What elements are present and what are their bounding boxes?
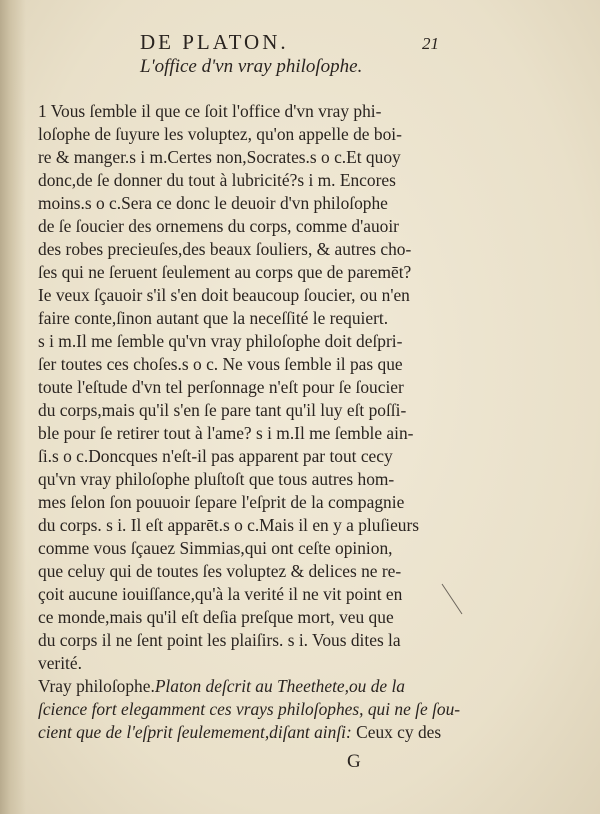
text-line: Ie veux ſçauoir s'il s'en doit beaucoup ſoucier, ou n'en [38,285,410,305]
text-line: mes ſelon ſon pouuoir ſepare l'eſprit de la compagnie [38,492,405,512]
signature-mark: G [347,751,361,772]
text-line: ce monde,mais qu'il eſt deſia preſque mort, veu que [38,607,394,627]
text-line: verité. [38,653,82,673]
closing-roman: Vray philoſophe. [38,676,155,696]
text-line: ble pour ſe retirer tout à l'ame? s i m.Il me ſemble ain- [38,423,414,443]
margin-pencil-mark [440,582,464,616]
text-line: du corps,mais qu'il s'en ſe pare tant qu'il luy eſt poſſi- [38,400,407,420]
page-number: 21 [422,34,439,53]
text-line: toute l'eſtude d'vn tel perſonnage n'eſt pour ſe ſoucier [38,377,404,397]
section-title: L'office d'vn vray philoſophe. [140,56,363,77]
closing-line [38,675,430,698]
text-line: ſi.s o c.Doncques n'eſt-il pas apparent par tout cecy [38,446,393,466]
text-line: comme vous ſçauez Simmias,qui ont ceſte opinion, [38,538,393,558]
text-line: moins.s o c.Sera ce donc le deuoir d'vn philoſophe [38,193,388,213]
text-line: du corps il ne ſent point les plaiſirs. s i. Vous dites la [38,630,401,650]
text-line: re & manger.s i m.Certes non,Socrates.s o c.Et quoy [38,147,401,167]
text-line: des robes precieuſes,des beaux ſouliers, & autres cho- [38,239,412,259]
running-head: DE PLATON. [140,30,289,54]
text-line: que celuy qui de toutes ſes voluptez & delices ne re- [38,561,402,581]
text-line: faire conte,ſinon autant que la neceſſité le requiert. [38,308,389,328]
text-line: donc,de ſe donner du tout à lubricité?s i m. Encores [38,170,396,190]
closing-line: ſcience fort elegamment ces vrays philoſophes, qui ne ſe ſou- [38,699,461,719]
text-line: ſes qui ne ſeruent ſeulement au corps que de paremēt? [38,262,412,282]
closing-roman: Ceux cy des [351,722,442,742]
text-line: du corps. s i. Il eſt apparēt.s o c.Mais il en y a pluſieurs [38,515,420,535]
text-line: 1 Vous ſemble il que ce ſoit l'office d'vn vray phi- [38,101,382,121]
text-line: loſophe de ſuyure les voluptez, qu'on appelle de boi- [38,124,402,144]
closing-line [38,721,442,744]
text-line: de ſe ſoucier des ornemens du corps, comme d'auoir [38,216,399,236]
main-text [38,100,461,744]
text-line: çoit aucune iouiſſance,qu'à la verité il ne vit point en [38,584,403,604]
closing-italic: Platon deſcrit au Theethete,ou de la [154,676,405,696]
text-line: s i m.Il me ſemble qu'vn vray philoſophe doit deſpri- [38,331,403,351]
text-line: qu'vn vray philoſophe pluſtoſt que tous autres hom- [38,469,395,489]
text-line: ſer toutes ces choſes.s o c. Ne vous ſemble il pas que [38,354,403,374]
closing-italic: cient que de l'eſprit ſeulemement,diſant ainſi: [38,722,352,742]
page-gutter-shadow [0,0,26,814]
